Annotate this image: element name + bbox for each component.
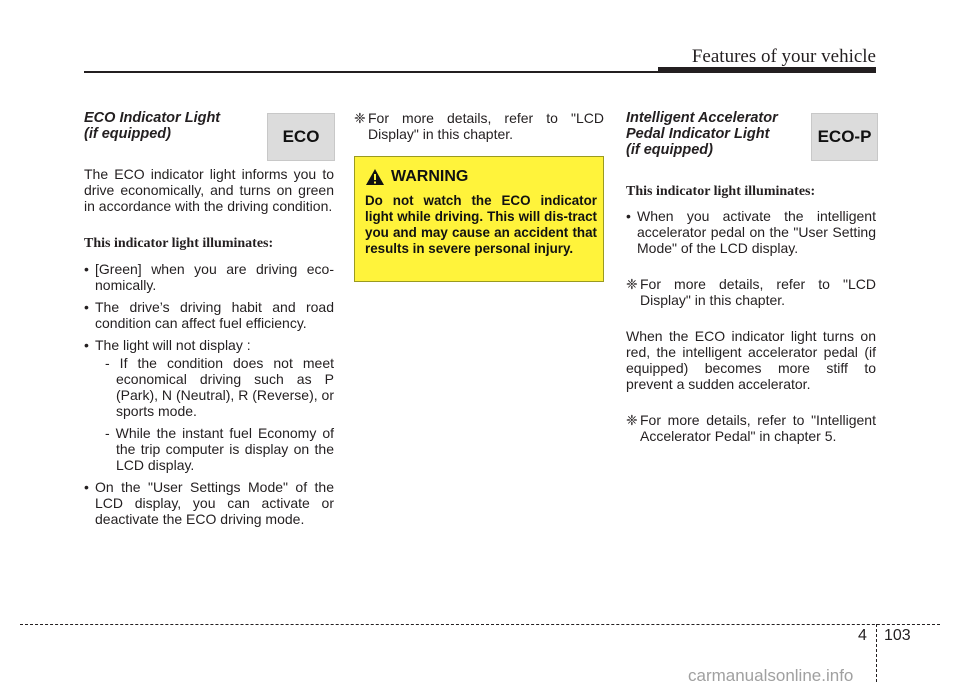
column-eco-indicator — [84, 110, 334, 533]
section-heading-accelerator-qualifier: (if equipped) — [626, 142, 713, 158]
accelerator-illuminates-subheading: This indicator light illuminates: — [626, 184, 816, 199]
list-item — [84, 337, 334, 473]
note-mark-icon: ❈ — [626, 412, 638, 428]
list-item: • [Green] when you are driving eco-nomically. — [84, 261, 334, 293]
page-header-title: Features of your vehicle — [691, 46, 876, 67]
list-item: • When you activate the intelligent accelerator pedal on the "User Setting Mode" of the LCD display. — [626, 208, 876, 256]
page-number: 103 — [884, 627, 911, 644]
footer-rule — [20, 624, 940, 625]
warning-title: WARNING — [391, 168, 469, 185]
eco-bullet-list — [84, 261, 334, 527]
column-note-warning — [354, 110, 604, 142]
section-heading-accelerator: Intelligent Accelerator — [626, 110, 778, 126]
accelerator-bullet-list — [626, 208, 876, 256]
list-item: • The drive’s driving habit and road condition can affect fuel efficiency. — [84, 299, 334, 331]
sub-list-item: - If the condition does not meet economical driving such as P (Park), N (Neutral), R (Reverse), or sports mode. — [105, 355, 334, 419]
section-heading-eco-qualifier: (if equipped) — [84, 126, 171, 142]
lcd-display-note — [354, 110, 604, 142]
sub-list-item: - While the instant fuel Economy of the trip computer is display on the LCD display. — [105, 425, 334, 473]
eco-illuminates-subheading: This indicator light illuminates: — [84, 236, 274, 251]
note-text: For more details, refer to "LCD Display" in this chapter. — [368, 110, 604, 142]
section-heading-accelerator-line2: Pedal Indicator Light — [626, 126, 770, 142]
accelerator-pedal-note — [626, 412, 876, 444]
chapter-number: 4 — [858, 627, 867, 644]
warning-body: Do not watch the ECO indicator light while driving. This will dis-tract you and may cause an accident that results in severe personal injury. — [365, 193, 597, 256]
lcd-display-note — [626, 276, 876, 308]
warning-header — [365, 168, 468, 186]
warning-triangle-icon — [365, 168, 385, 186]
list-item-text: The light will not display : — [95, 337, 251, 353]
accelerator-paragraph: When the ECO indicator light turns on red, the intelligent accelerator pedal (if equipped) becomes more stiff to prevent a sudden accelerator. — [626, 328, 876, 392]
note-text: For more details, refer to "LCD Display" in this chapter. — [640, 276, 876, 308]
watermark: carmanualsonline.info — [688, 666, 854, 685]
header-rule-accent — [658, 67, 876, 72]
note-text: For more details, refer to "Intelligent Accelerator Pedal" in chapter 5. — [640, 412, 876, 444]
footer-divider — [876, 624, 877, 682]
eco-p-indicator-badge: ECO-P — [811, 113, 878, 161]
eco-indicator-badge: ECO — [267, 113, 335, 161]
eco-intro-paragraph: The ECO indicator light informs you to drive economically, and turns on green in accordance with the driving condition. — [84, 166, 334, 214]
list-item: • On the "User Settings Mode" of the LCD display, you can activate or deactivate the ECO driving mode. — [84, 479, 334, 527]
warning-box — [354, 156, 604, 282]
section-heading-eco: ECO Indicator Light — [84, 110, 221, 126]
note-mark-icon: ❈ — [354, 110, 366, 126]
note-mark-icon: ❈ — [626, 276, 638, 292]
